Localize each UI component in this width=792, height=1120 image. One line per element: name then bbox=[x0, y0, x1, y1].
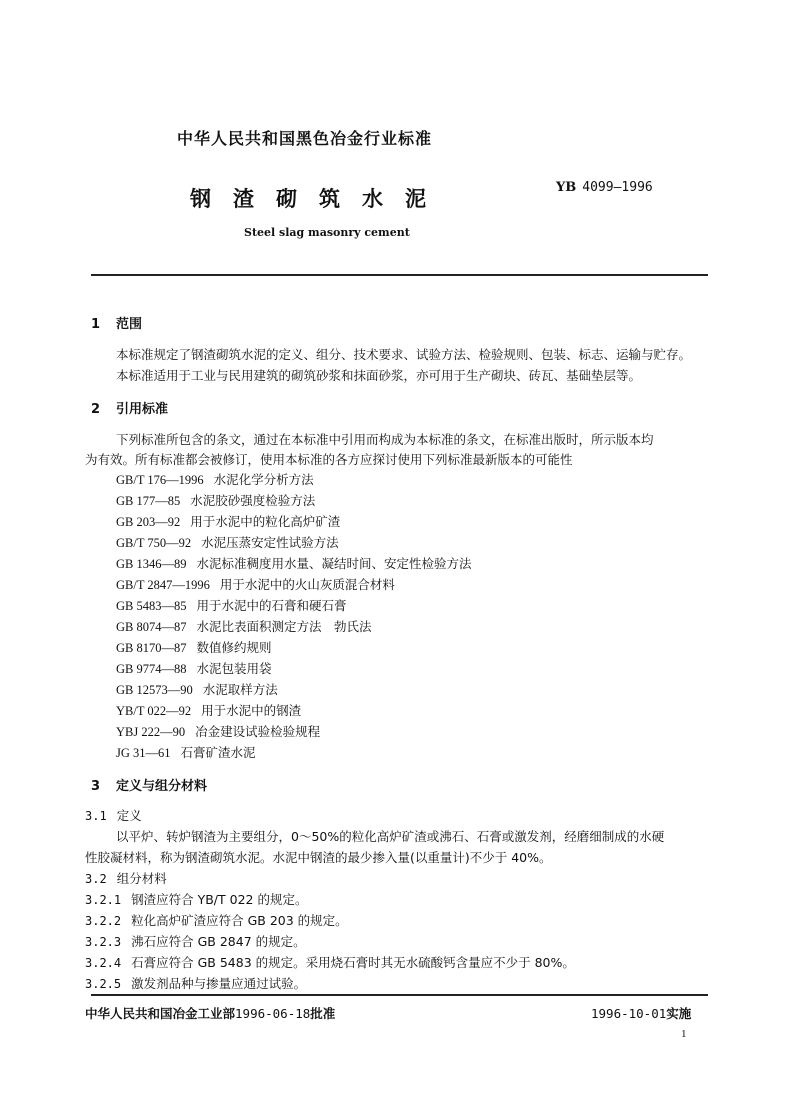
reference-title: 数值修约规则 bbox=[196, 640, 272, 655]
reference-title: 用于水泥中的粒化高炉矿渣 bbox=[190, 514, 341, 529]
reference-code: GB 5483—85 bbox=[116, 599, 187, 613]
reference-title: 冶金建设试验检验规程 bbox=[195, 724, 321, 739]
reference-title: 用于水泥中的石膏和硬石膏 bbox=[196, 598, 347, 613]
approval-line bbox=[85, 1004, 335, 1022]
reference-code: GB/T 2847—1996 bbox=[116, 578, 210, 592]
reference-item bbox=[116, 533, 339, 551]
reference-title: 石膏矿渣水泥 bbox=[180, 745, 256, 760]
reference-title: 用于水泥中的钢渣 bbox=[201, 703, 302, 718]
section-title: 定义与组分材料 bbox=[116, 779, 208, 794]
reference-code: GB 8074—87 bbox=[116, 620, 187, 634]
reference-code: JG 31—61 bbox=[116, 746, 171, 760]
reference-title: 水泥取样方法 bbox=[202, 682, 278, 697]
paragraph: 以平炉、转炉钢渣为主要组分，0～50%的粒化高炉矿渣或沸石、石膏或激发剂，经磨细制成的水硬 bbox=[116, 829, 665, 844]
section-title: 引用标准 bbox=[116, 402, 169, 417]
clause-number: 3.2.4 bbox=[85, 956, 122, 970]
header-divider bbox=[91, 274, 708, 276]
subsection-heading bbox=[85, 869, 167, 887]
reference-item bbox=[116, 575, 395, 593]
clause-text: 粒化高炉矿渣应符合 GB 203 的规定。 bbox=[131, 913, 348, 928]
clause-number: 3.2.2 bbox=[85, 914, 122, 928]
reference-code: GB/T 750—92 bbox=[116, 536, 192, 550]
reference-title: 水泥化学分析方法 bbox=[213, 472, 314, 487]
document-title: 钢渣砌筑水泥 bbox=[190, 187, 448, 211]
clause-text: 沸石应符合 GB 2847 的规定。 bbox=[131, 934, 306, 949]
reference-code: YBJ 222—90 bbox=[116, 725, 186, 739]
effective-line bbox=[591, 1004, 691, 1022]
page-number: 1 bbox=[681, 1028, 687, 1040]
reference-item bbox=[116, 659, 272, 677]
clause-number: 3.2.3 bbox=[85, 935, 122, 949]
standard-category: 中华人民共和国黑色冶金行业标准 bbox=[177, 129, 433, 148]
section-number: 1 bbox=[91, 317, 101, 332]
section-3-heading bbox=[91, 775, 207, 794]
clause-item bbox=[85, 953, 575, 971]
approval-date: 1996-06-18 bbox=[235, 1006, 311, 1021]
reference-item bbox=[116, 638, 272, 656]
section-number: 3 bbox=[91, 779, 101, 794]
paragraph: 本标准规定了钢渣砌筑水泥的定义、组分、技术要求、试验方法、检验规则、包装、标志、运输与贮存。 bbox=[116, 347, 692, 362]
code-number: 4099—1996 bbox=[582, 180, 653, 195]
reference-item bbox=[116, 617, 372, 635]
subsection-heading bbox=[85, 806, 142, 824]
section-title: 范围 bbox=[116, 317, 143, 332]
clause-text: 激发剂品种与掺量应通过试验。 bbox=[131, 976, 307, 991]
paragraph: 下列标准所包含的条文，通过在本标准中引用而构成为本标准的条文，在标准出版时，所示版本均 bbox=[116, 432, 654, 447]
standard-code bbox=[556, 180, 653, 195]
reference-item bbox=[116, 491, 315, 509]
clause-text: 石膏应符合 GB 5483 的规定。采用烧石膏时其无水硫酸钙含量应不少于 80%。 bbox=[131, 955, 575, 970]
english-title: Steel slag masonry cement bbox=[244, 226, 410, 239]
reference-code: GB/T 176—1996 bbox=[116, 473, 204, 487]
paragraph: 性胶凝材料，称为钢渣砌筑水泥。水泥中钢渣的最少掺入量(以重量计)不少于 40%。 bbox=[85, 850, 552, 865]
clause-text: 钢渣应符合 YB/T 022 的规定。 bbox=[131, 892, 308, 907]
paragraph: 本标准适用于工业与民用建筑的砌筑砂浆和抹面砂浆，亦可用于生产砌块、砖瓦、基础垫层等。 bbox=[116, 368, 642, 383]
reference-item bbox=[116, 743, 256, 761]
approval-label: 批准 bbox=[310, 1006, 336, 1021]
reference-title: 用于水泥中的火山灰质混合材料 bbox=[219, 577, 395, 592]
clause-number: 3.2.1 bbox=[85, 893, 122, 907]
reference-item bbox=[116, 701, 301, 719]
reference-title: 水泥比表面积测定方法 勃氏法 bbox=[196, 619, 372, 634]
reference-title: 水泥压蒸安定性试验方法 bbox=[201, 535, 339, 550]
reference-code: GB 9774—88 bbox=[116, 662, 187, 676]
reference-code: GB 1346—89 bbox=[116, 557, 187, 571]
subsection-title: 组分材料 bbox=[116, 871, 167, 886]
reference-item bbox=[116, 680, 278, 698]
effective-label: 实施 bbox=[666, 1006, 692, 1021]
subsection-title: 定义 bbox=[116, 808, 142, 823]
clause-item bbox=[85, 974, 306, 992]
clause-item bbox=[85, 932, 306, 950]
issuing-authority: 中华人民共和国冶金工业部 bbox=[85, 1006, 236, 1021]
clause-number: 3.2.5 bbox=[85, 977, 122, 991]
reference-code: GB 203—92 bbox=[116, 515, 181, 529]
reference-code: YB/T 022—92 bbox=[116, 704, 192, 718]
reference-item bbox=[116, 470, 314, 488]
subsection-number: 3.1 bbox=[85, 809, 107, 823]
reference-code: GB 12573—90 bbox=[116, 683, 193, 697]
reference-code: GB 8170—87 bbox=[116, 641, 187, 655]
paragraph: 为有效。所有标准都会被修订，使用本标准的各方应探讨使用下列标准最新版本的可能性 bbox=[85, 452, 573, 467]
section-1-heading bbox=[91, 313, 142, 332]
clause-item bbox=[85, 890, 307, 908]
footer-divider bbox=[91, 994, 708, 996]
clause-item bbox=[85, 911, 348, 929]
reference-item bbox=[116, 512, 340, 530]
reference-item bbox=[116, 554, 472, 572]
effective-date: 1996-10-01 bbox=[591, 1006, 667, 1021]
reference-code: GB 177—85 bbox=[116, 494, 181, 508]
code-prefix: YB bbox=[556, 180, 577, 195]
reference-title: 水泥胶砂强度检验方法 bbox=[190, 493, 316, 508]
reference-title: 水泥包装用袋 bbox=[196, 661, 272, 676]
subsection-number: 3.2 bbox=[85, 872, 107, 886]
section-number: 2 bbox=[91, 402, 101, 417]
reference-item bbox=[116, 722, 320, 740]
reference-item bbox=[116, 596, 347, 614]
section-2-heading bbox=[91, 398, 168, 417]
reference-title: 水泥标准稠度用水量、凝结时间、安定性检验方法 bbox=[196, 556, 472, 571]
